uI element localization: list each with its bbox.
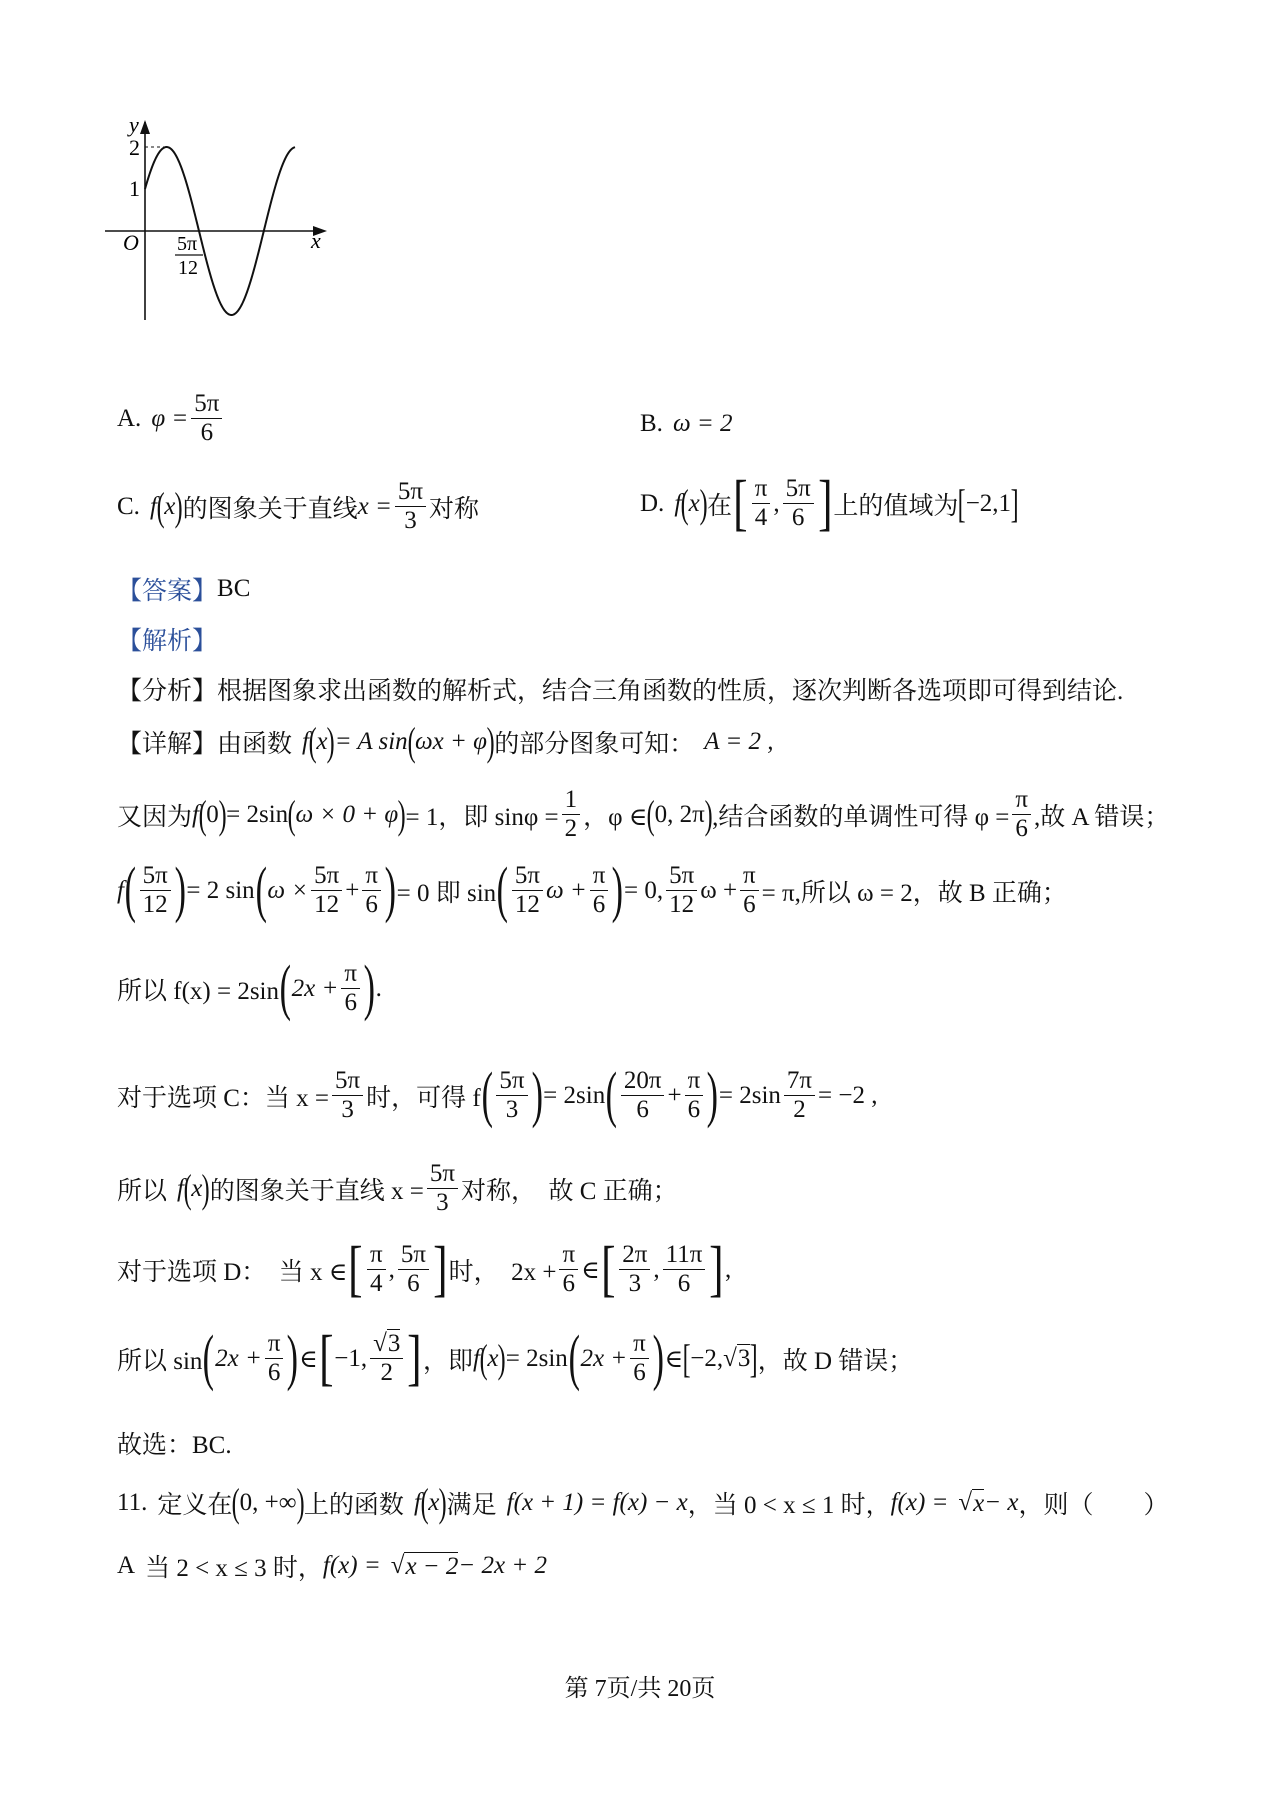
zero-num: 5π (177, 233, 198, 255)
solution-line-7: 对于选项 D： 当 x ∈ [ $\frac{\pi}{4}$ , $\frac{5\pi}{6}$ ] 时， 2x + $\frac{\pi}{6}$ ∈ [ $\frac{2\pi}{3}$ , $\frac{11\pi}{6}$ ] , (117, 1234, 732, 1303)
solution-line-6: 所以 f ( x ) 的图象关于直线 x = $\frac{5\pi}{3}$ 对称， 故 C 正确； (117, 1160, 678, 1216)
fenxi-text: 根据图象求出函数的解析式，结合三角函数的性质，逐次判断各选项即可得到结论. (217, 678, 1124, 705)
solution-line-3: f ( $\frac{5\pi}{12}$ ) = 2 sin ( ω × $\frac{5\pi}{12}$ + $\frac{\pi}{6}$ ) = 0 即 sin ( $\frac{5\pi}{12}$ ω + $\frac{\pi}{6}$ ) = 0, $\frac{5\pi}{12}$ ω + $\frac{\pi}{6}$ = π,所以 ω = 2，故 B 正确； (117, 855, 1067, 924)
analysis-tag: 【解析】 (117, 628, 218, 655)
y-arrow-icon (140, 120, 150, 134)
option-b-label: B. (640, 410, 663, 437)
page-footer: 第 7页/共 20页 (564, 1676, 716, 1702)
option-c: C. f ( x ) 的图象关于直线 x = $\frac{5\pi}{3}$ 对称 (117, 478, 480, 534)
answer-line (117, 571, 250, 607)
option-a: A. φ = $\frac{5\pi}{6}$ (117, 390, 225, 447)
tick-2: 2 (129, 135, 140, 160)
answer-tag: 【答案】 (117, 578, 218, 605)
answer-value: BC (217, 575, 251, 602)
tick-1: 1 (129, 176, 140, 201)
x-label: x (311, 228, 321, 253)
y-label: y (129, 120, 139, 137)
option-d: D. f ( x ) 在 [ $\frac{\pi}{4}$ , $\frac{5\pi}{6}$ ] 上的值域为 [ −2,1 ] (640, 468, 1019, 537)
solution-line-8: 所以 sin ( 2x + $\frac{\pi}{6}$ ) ∈ [ −1, $\frac{√3}{2}$ ] ，即 f ( x ) = 2sin ( 2x + $\frac{\pi}{6}$ ) ∈ [ −2, √ 3 ] ，故 D 错误； (117, 1323, 914, 1392)
option-b: B. ω = 2 (640, 410, 733, 437)
question-11: 11. 定义在 ( 0, +∞ ) 上的函数 f ( x ) 满足 f(x + 1) = f(x) − x ，当 0 < x ≤ 1 时， f(x) = √ x − x ，则（ ） (117, 1480, 1169, 1525)
fenxi-tag: 【分析】 (117, 678, 218, 705)
conclusion-line: 故选：BC. (117, 1432, 232, 1459)
option-a-label: A. (117, 404, 142, 432)
zero-den: 12 (178, 257, 198, 279)
solution-line-4: 所以 f(x) = 2sin ( 2x + $\frac{\pi}{6}$ ) . (117, 953, 382, 1022)
analysis-tag-line (117, 621, 217, 657)
solution-line-5: 对于选项 C：当 x = $\frac{5\pi}{3}$ 时，可得 f ( $\frac{5\pi}{3}$ ) = 2sin ( $\frac{20\pi}{6}$ + $\frac{\pi}{6}$ ) = 2sin $\frac{7\pi}{2}$ = −2 , (117, 1060, 878, 1129)
sine-graph (105, 120, 395, 380)
xiangjie-line: 【详解】 由函数 f ( x ) = A sin ( ωx + φ ) 的部分图象可知： A = 2 , (117, 719, 774, 764)
fenxi-line (117, 671, 1123, 707)
solution-line-2: 又因为 f ( 0 ) = 2sin ( ω × 0 + φ ) = 1，即 sinφ = $\frac{1}{2}$ ，φ ∈ ( 0, 2π ) ,结合函数的单调性可得 φ = $\frac{\pi}{6}$ ,故 A 错误； (117, 786, 1170, 842)
origin-label: O (123, 230, 139, 255)
question-11-option-a: A 当 2 < x ≤ 3 时， f(x) = √ x − 2 − 2x + 2 (117, 1552, 547, 1582)
